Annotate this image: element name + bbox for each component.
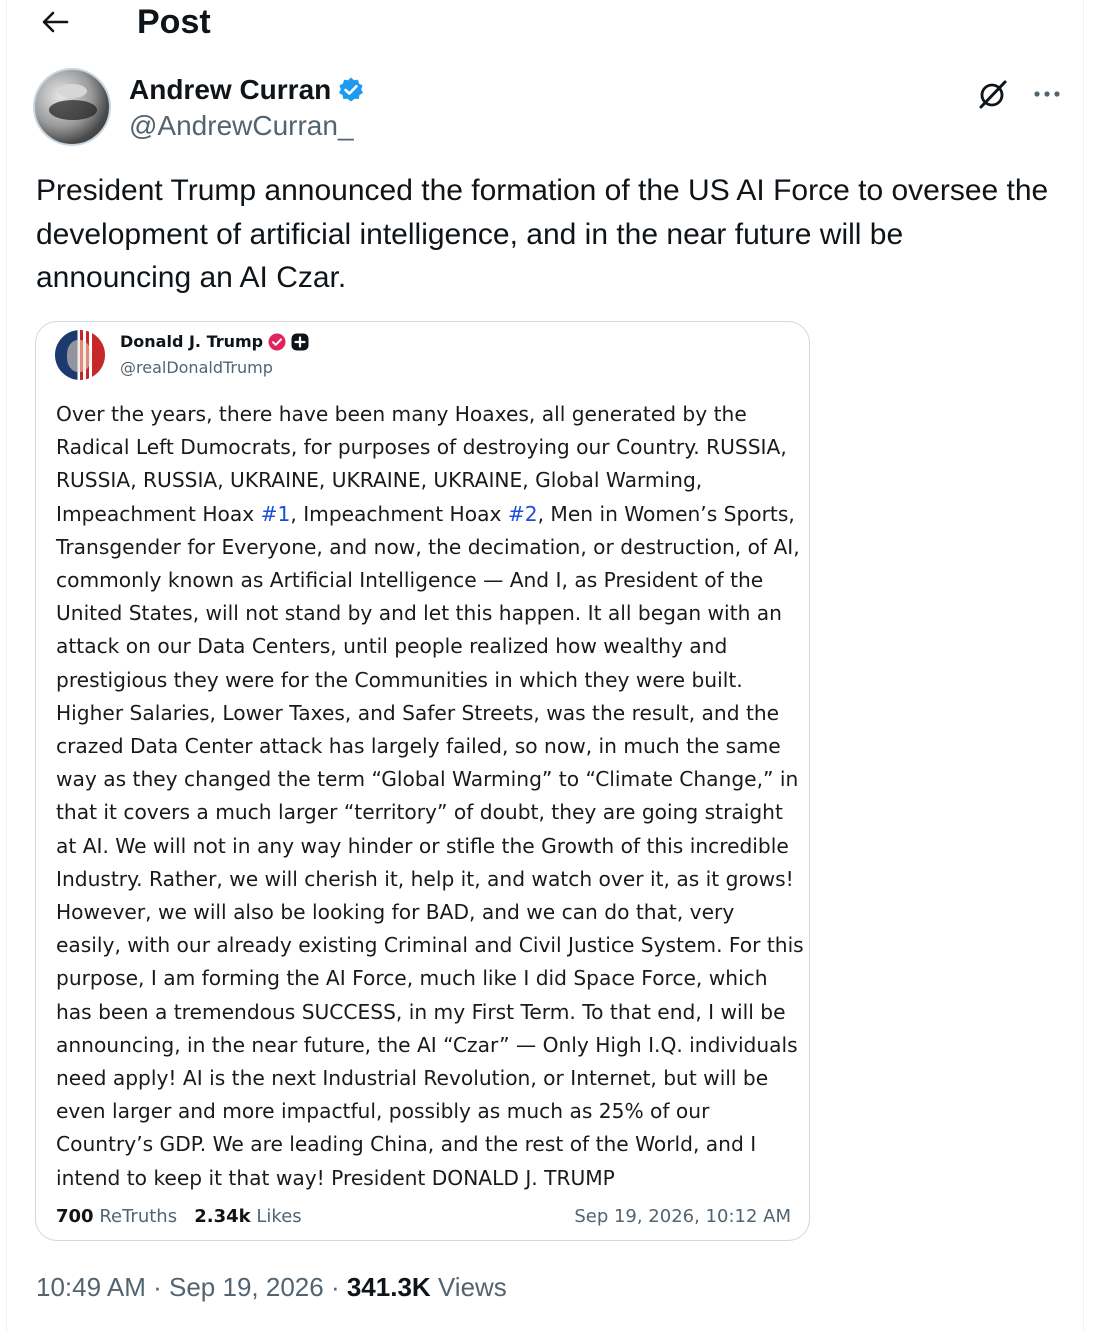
- post-page: [6, 0, 1084, 1332]
- quoted-author-handle: @realDonaldTrump: [120, 358, 273, 377]
- quoted-author-name: Donald J. Trump: [120, 332, 264, 351]
- more-icon: [1033, 90, 1061, 98]
- quoted-stats: [56, 1206, 302, 1227]
- avatar[interactable]: [33, 68, 111, 146]
- quoted-timestamp: Sep 19, 2026, 10:12 AM: [574, 1206, 791, 1227]
- post-metadata: [36, 1267, 507, 1307]
- grok-icon: [977, 78, 1009, 110]
- views-count: 341.3K: [346, 1272, 431, 1302]
- quoted-text-segment: , Men in Women’s Sports, Transgender for Everyone, and now, the decimation, or destruction, of AI, commonly known as Artificial Intelligence — And I, as President of the United States, will not stand by and let this happen. It all began with an attack on our Data Centers, until people realized how wealthy and prestigious they were for the Communities in which they were built. Higher Salaries, Lower Taxes, and Safer Streets, was the result, and the crazed Data Center attack has largely failed, so now, in much the same way as they changed the term “Global Warming” to “Climate Change,” in that it covers a much larger “territory” of doubt, they are going straight at AI. We will not in any way hinder or stifle the Growth of this incredible Industry. Rather, we will cherish it, help it, and watch over it, as it grows! However, we will also be looking for BAD, and we can do that, very easily, with our already existing Criminal and Civil Justice System. For this purpose, I am forming the AI Force, much like I did Space Force, which has been a tremendous SUCCESS, in my First Term. To that end, I will be announcing, in the near future, the AI “Czar” — Only High I.Q. individuals need apply! AI is the next Industrial Revolution, or Internet, but will be even larger and more impactful, possibly as much as 25% of our Country’s GDP. We are leading China, and the rest of the World, and I intend to keep it that way! President DONALD J. TRUMP: [56, 501, 804, 1190]
- verified-badge-icon: [268, 333, 286, 351]
- separator: ·: [330, 1272, 340, 1302]
- top-bar: [7, 0, 1083, 48]
- quoted-text-segment: , Impeachment Hoax: [290, 501, 508, 526]
- author-handle[interactable]: @AndrewCurran_: [129, 110, 354, 141]
- back-button[interactable]: [37, 4, 73, 40]
- views-label: Views: [437, 1272, 507, 1302]
- plus-badge-icon: [291, 333, 309, 351]
- author-name[interactable]: Andrew Curran: [129, 74, 332, 105]
- arrow-left-icon: [41, 10, 69, 34]
- quoted-avatar: [55, 330, 105, 380]
- retruths-count: 700: [56, 1206, 94, 1227]
- hashtag-link[interactable]: #2: [507, 501, 538, 526]
- more-options-button[interactable]: [1025, 76, 1069, 112]
- post-time[interactable]: 10:49 AM: [36, 1272, 146, 1302]
- retruths-label: ReTruths: [99, 1206, 178, 1227]
- separator: ·: [153, 1272, 162, 1302]
- page-title: Post: [137, 3, 211, 41]
- hashtag-link[interactable]: #1: [260, 501, 291, 526]
- quoted-post-card[interactable]: [35, 321, 810, 1241]
- grok-button[interactable]: [973, 74, 1013, 114]
- post-author: [33, 68, 1073, 152]
- quoted-post-text: [56, 398, 804, 1195]
- post-text: President Trump announced the formation of the US AI Force to oversee the development of artificial intelligence, and in the near future will be announcing an AI Czar.: [36, 174, 1049, 294]
- likes-label: Likes: [256, 1206, 302, 1227]
- post-date[interactable]: Sep 19, 2026: [169, 1272, 324, 1302]
- likes-count: 2.34k: [194, 1206, 251, 1227]
- quoted-text-segment: Over the years, there have been many Hoaxes, all generated by the Radical Left Dumocrats, for purposes of destroying our Country. RUSSIA, RUSSIA, RUSSIA, UKRAINE, UKRAINE, UKRAINE, Global Warming, Impeachment Hoax: [56, 402, 787, 526]
- verified-badge-icon: [337, 76, 365, 104]
